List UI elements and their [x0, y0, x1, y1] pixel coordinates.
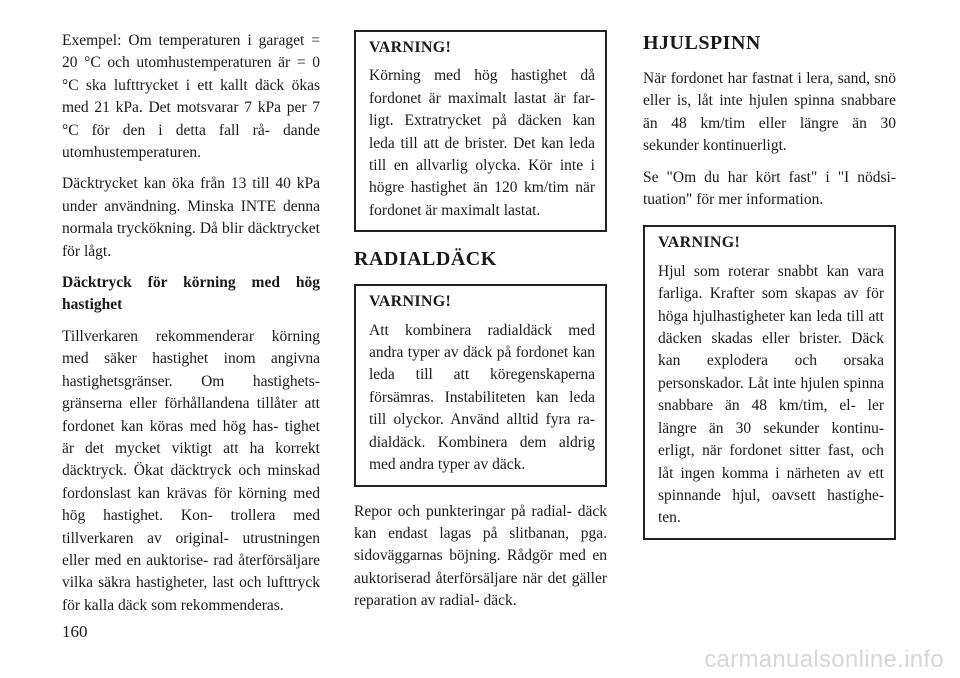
warning-title: VARNING! [658, 234, 741, 252]
stuck-paragraph: När fordonet har fastnat i lera, sand, snö eller is, låt inte hjulen spinna snabbare än 48 km/tim eller längre än 30 sekunder kontinuerligt. [643, 70, 896, 155]
warning-box-wheel-spin [643, 225, 896, 539]
warning-text: Körning med hög hastighet då fordonet är maximalt lastat är far- ligt. Extratrycket på däcken kan leda till att de brister. Det kan leda till en allvarlig olycka. Kör inte i högre hastighet än 120 km/tim när fordonet är maximalt lastat. [369, 67, 595, 219]
example-paragraph: Exempel: Om temperaturen i garaget = 20 °C och utomhustemperaturen är = 0 °C ska lufttrycket i ett kallt däck ökas med 21 kPa. Det motsvarar 7 kPa per 7 °C för den i detta fall rå- dande utomhustemperaturen. [62, 32, 320, 162]
middle-column [354, 30, 607, 622]
warning-text: Hjul som roterar snabbt kan vara farliga. Krafter som skapas av för höga hjulhastigheter kan leda till att däcken skadas eller brister. Däck kan explodera och orsaka personskador. Låt inte hjulen spinna snabbare än 48 km/tim, el- ler längre än 30 sekunder kontinu- erligt, när fordonet sitter fast, och låt ingen komma i närheten av ett spinnande hjul, oavsett hastighe- ten. [658, 262, 884, 527]
watermark: carmanualsonline.info [704, 646, 944, 673]
warning-text: Att kombinera radialdäck med andra typer av däck på fordonet kan leda till att köregenskaperna försämras. Instabiliteten kan leda till olyckor. Använd alltid fyra ra- dialdäck. Kombinera dem aldrig med andra typer av däck. [369, 321, 595, 474]
high-speed-subheading: Däcktryck för körning med hög hastighet [62, 274, 320, 314]
warning-title: VARNING! [369, 39, 452, 56]
left-column [62, 30, 320, 626]
warning-box-radial [354, 284, 607, 486]
pressure-increase-paragraph: Däcktrycket kan öka från 13 till 40 kPa under användning. Minska INTE denna normala tryckökning. Då blir däcktrycket för lågt. [62, 175, 320, 260]
high-speed-paragraph: Tillverkaren rekommenderar körning med säker hastighet inom angivna hastighetsgränser. Om hastighets- gränserna eller förhållandena tillåter att fordonet kan köras med hög has- tighet är det mycket viktigt att ha korrekt däcktryck. Ökat däcktryck och minskad fordonslast kan krävas för körning med hög hastighet. Kon- trollera med tillverkaren av original- utrustningen eller med en auktorise- rad återförsäljare vilka säkra hastigheter, last och lufttryck för kalla däck som rekommenderas. [62, 327, 320, 614]
warning-title: VARNING! [369, 293, 452, 311]
right-column [643, 30, 896, 554]
warning-box-high-speed [354, 30, 607, 232]
reference-paragraph: Se "Om du har kört fast" i "I nödsi- tuation" för mer information. [643, 168, 896, 209]
page-number: 160 [62, 622, 88, 641]
wheel-spin-heading: HJULSPINN [643, 32, 761, 54]
repair-paragraph: Repor och punkteringar på radial- däck kan endast lagas på slitbanan, pga. sidoväggarnas böjning. Rådgör med en auktoriserad återförsäljare när det gäller reparation av radial- däck. [354, 502, 607, 610]
radial-tires-heading: RADIALDÄCK [354, 248, 497, 271]
